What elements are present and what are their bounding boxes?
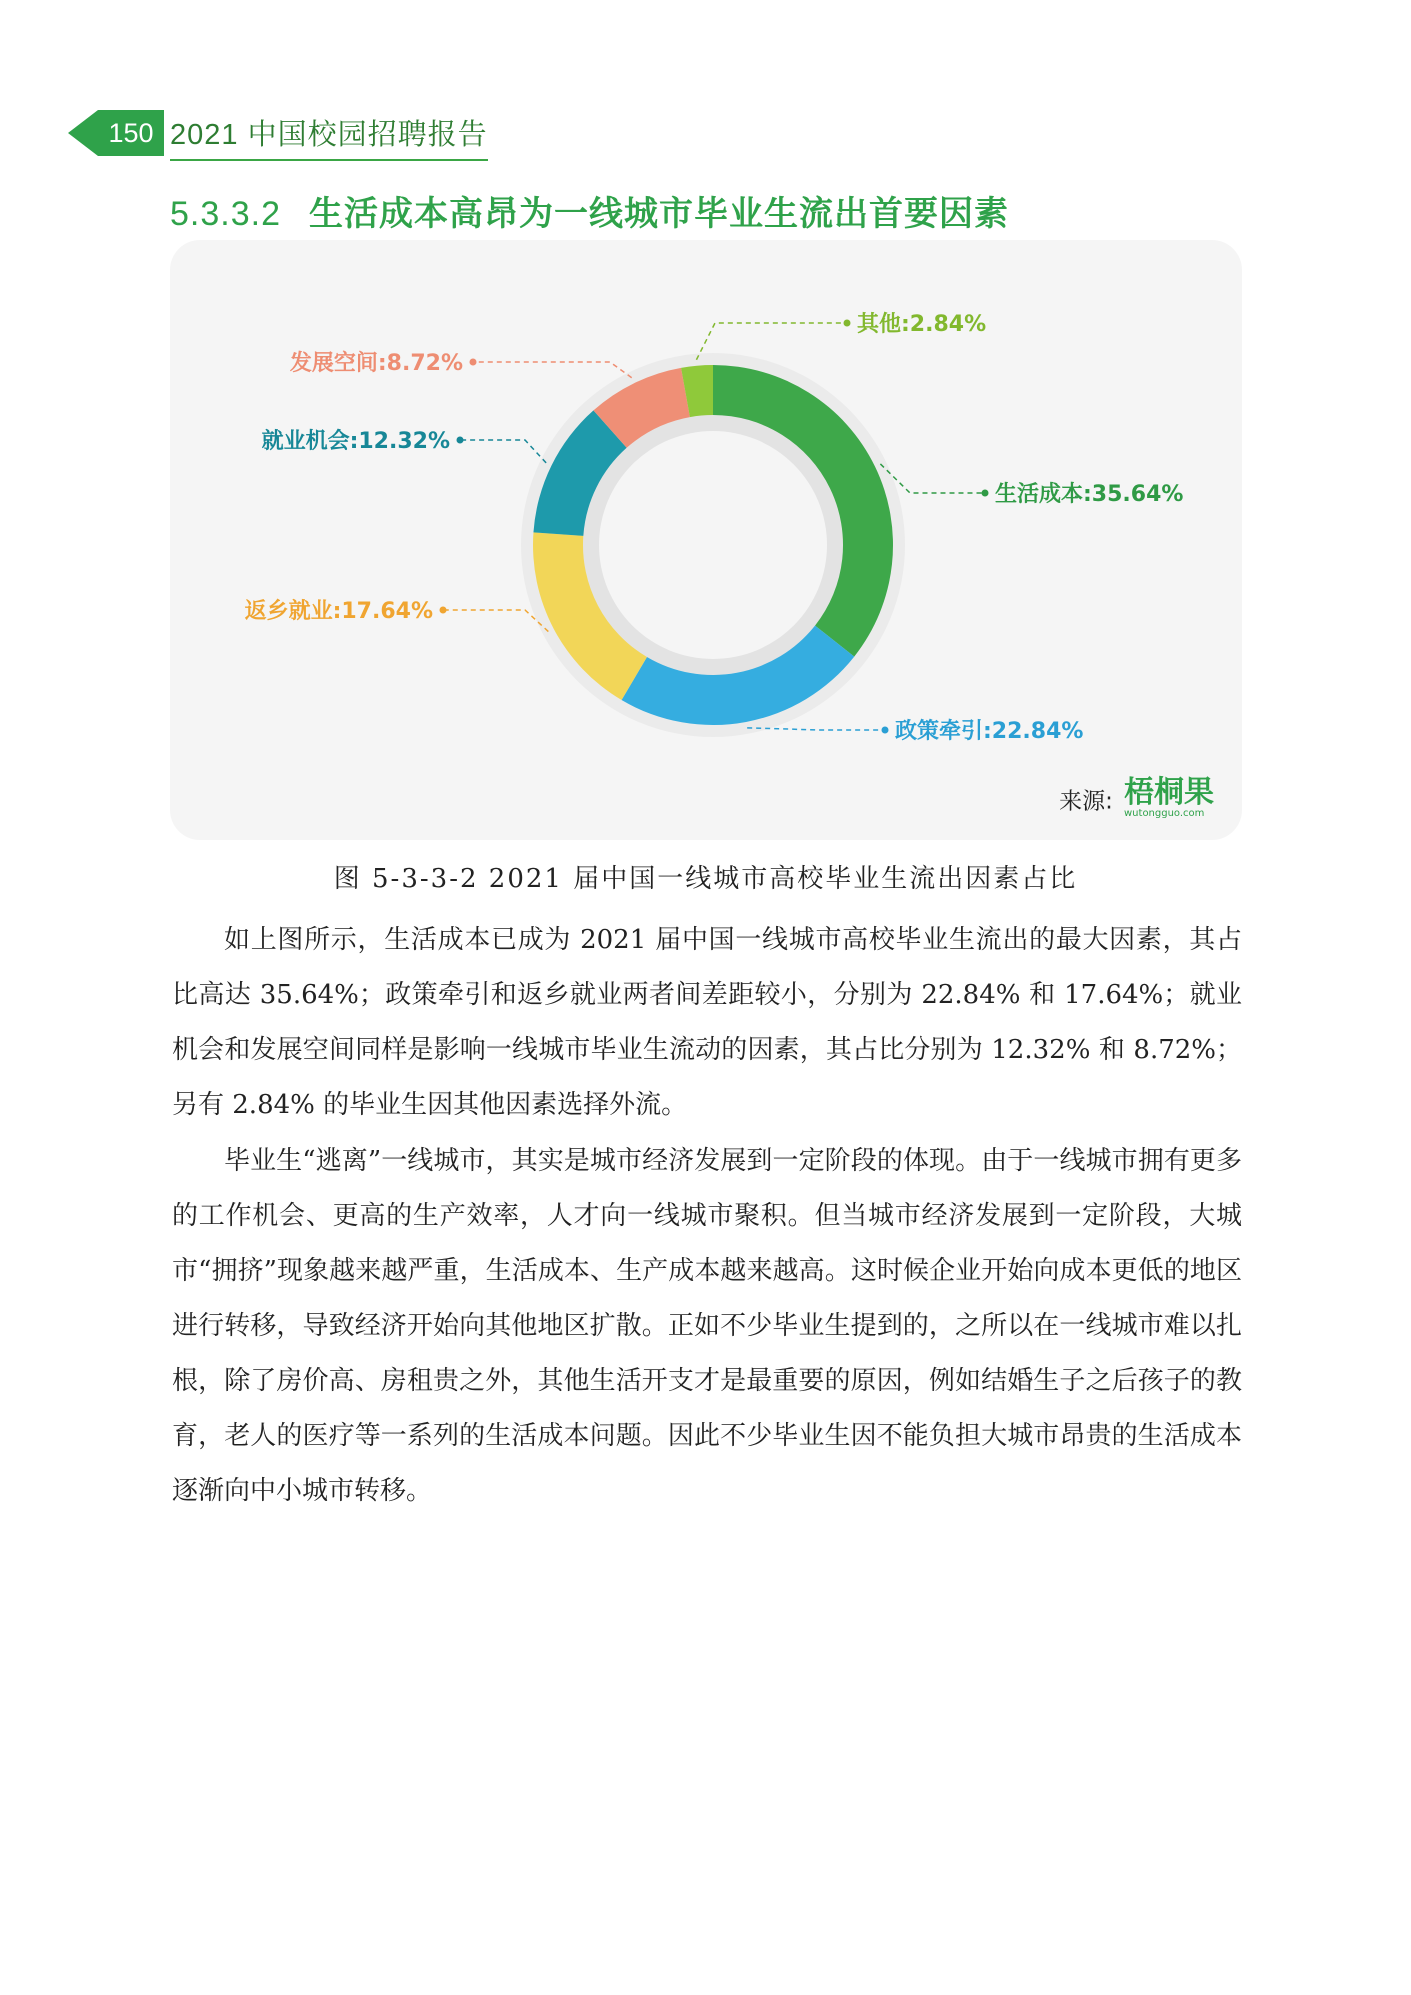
data-label-4: 就业机会:12.32% [261,429,450,454]
donut-hole [599,431,827,659]
leader-line-2 [747,728,885,730]
data-label-2: 政策牵引:22.84% [895,719,1084,744]
data-label-6: 其他:2.84% [857,312,987,337]
leader-dot-4 [457,437,464,444]
data-label-3: 返乡就业:17.64% [244,599,433,624]
section-heading [170,186,1009,235]
leader-dot-1 [982,490,989,497]
brand-url: wutongguo.com [1124,808,1205,819]
page-number: 150 [108,118,154,148]
donut-chart [170,240,1242,840]
leader-line-3 [443,610,548,632]
leader-line-4 [460,440,546,463]
leader-dot-2 [882,727,889,734]
data-label-5: 发展空间:8.72% [289,351,463,376]
paragraph-text: 如上图所示，生活成本已成为 2021 届中国一线城市高校毕业生流出的最大因素，其占比高达 35.64%；政策牵引和返乡就业两者间差距较小，分别为 22.84% 和 17.64%；就业机会和发展空间同样是影响一线城市毕业生流动的因素，其占比分别为 12.32% 和 8.72%；另有 2.84% 的毕业生因其他因素选择外流。 [172,925,1242,1120]
section-number: 5.3.3.2 [170,195,281,233]
brand-logo [1124,775,1214,820]
data-label-1: 生活成本:35.64% [995,482,1184,507]
source-label: 来源: [1059,788,1113,815]
paragraph-text: 毕业生“逃离”一线城市，其实是城市经济发展到一定阶段的体现。由于一线城市拥有更多的工作机会、更高的生产效率，人才向一线城市聚积。但当城市经济发展到一定阶段，大城市“拥挤”现象越来越严重，生活成本、生产成本越来越高。这时候企业开始向成本更低的地区进行转移，导致经济开始向其他地区扩散。正如不少毕业生提到的，之所以在一线城市难以扎根，除了房价高、房租贵之外，其他生活开支才是最重要的原因，例如结婚生子之后孩子的教育，老人的医疗等一系列的生活成本问题。因此不少毕业生因不能负担大城市昂贵的生活成本逐渐向中小城市转移。 [172,1146,1242,1506]
section-title: 生活成本高昂为一线城市毕业生流出首要因素 [308,194,1009,234]
leader-dot-6 [844,320,851,327]
brand-name: 梧桐果 [1124,775,1214,810]
figure-caption: 图 5-3-3-2 2021 届中国一线城市高校毕业生流出因素占比 [333,864,1078,894]
leader-line-5 [473,362,632,378]
body-paragraph-1 [172,913,1242,1133]
leader-dot-3 [440,607,447,614]
body-paragraph-2 [172,1134,1242,1519]
leader-dot-5 [470,359,477,366]
report-title: 2021 中国校园招聘报告 [170,112,488,161]
chart-source [1059,775,1214,820]
chart-panel [170,240,1242,840]
